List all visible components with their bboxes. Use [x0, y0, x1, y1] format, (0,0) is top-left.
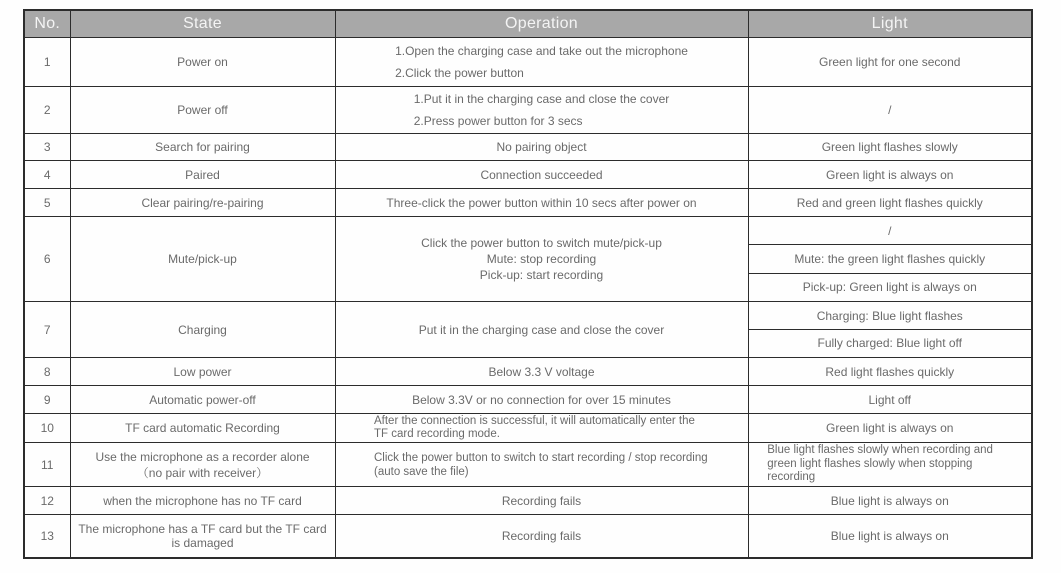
cell-light: Light off [748, 386, 1032, 414]
cell-no: 3 [24, 134, 70, 161]
cell-operation: Recording fails [335, 515, 748, 558]
cell-light-split [748, 217, 1032, 302]
cell-light: Blue light flashes slowly when recording and green light flashes slowly when stopping recording [748, 443, 1032, 487]
table-row [24, 134, 1032, 161]
cell-light: Blue light is always on [748, 515, 1032, 558]
cell-operation: Click the power button to switch mute/pick-up Mute: stop recording Pick-up: start recording [335, 217, 748, 302]
table-row [24, 87, 1032, 134]
column-header-state: State [70, 10, 335, 38]
cell-light: / [748, 87, 1032, 134]
light-subcell: / [749, 217, 1032, 245]
cell-light: Red and green light flashes quickly [748, 189, 1032, 217]
cell-operation: Put it in the charging case and close the cover [335, 302, 748, 358]
cell-no: 6 [24, 217, 70, 302]
microphone-led-state-table [23, 9, 1033, 559]
table-row [24, 386, 1032, 414]
cell-no: 9 [24, 386, 70, 414]
cell-operation: No pairing object [335, 134, 748, 161]
light-subcell: Pick-up: Green light is always on [802, 280, 977, 295]
cell-state: Search for pairing [70, 134, 335, 161]
cell-state: Automatic power-off [70, 386, 335, 414]
cell-operation: After the connection is successful, it will automatically enter the TF card recording mode. [335, 414, 748, 443]
cell-light: Green light is always on [748, 414, 1032, 443]
light-subcell: Charging: Blue light flashes [749, 303, 1032, 331]
cell-state: Clear pairing/re-pairing [70, 189, 335, 217]
table-row [24, 217, 1032, 302]
operation-steps: 1.Open the charging case and take out the microphone 2.Click the power button [395, 44, 688, 80]
cell-state: when the microphone has no TF card [70, 487, 335, 515]
table-row [24, 414, 1032, 443]
table-row [24, 443, 1032, 487]
cell-operation: Connection succeeded [335, 161, 748, 189]
cell-light: Red light flashes quickly [748, 358, 1032, 386]
cell-no: 7 [24, 302, 70, 358]
table-row [24, 358, 1032, 386]
table-row [24, 515, 1032, 558]
cell-no: 1 [24, 38, 70, 87]
column-header-operation: Operation [335, 10, 748, 38]
cell-light: Blue light is always on [748, 487, 1032, 515]
cell-no: 10 [24, 414, 70, 443]
cell-light: Green light flashes slowly [748, 134, 1032, 161]
cell-no: 11 [24, 443, 70, 487]
cell-state: The microphone has a TF card but the TF card is damaged [70, 515, 335, 558]
table-row [24, 302, 1032, 358]
light-subcell: Mute: the green light flashes quickly [749, 245, 1032, 273]
operation-steps: 1.Put it in the charging case and close the cover 2.Press power button for 3 secs [413, 92, 670, 128]
cell-state: Low power [70, 358, 335, 386]
cell-state: TF card automatic Recording [70, 414, 335, 443]
column-header-no: No. [24, 10, 70, 38]
column-header-light: Light [748, 10, 1032, 38]
table-row [24, 161, 1032, 189]
cell-operation: Below 3.3V or no connection for over 15 minutes [335, 386, 748, 414]
cell-no: 2 [24, 87, 70, 134]
cell-no: 8 [24, 358, 70, 386]
header-row [24, 10, 1032, 38]
cell-operation: Below 3.3 V voltage [335, 358, 748, 386]
cell-state: Use the microphone as a recorder alone （no pair with receiver） [70, 443, 335, 487]
cell-state: Power off [70, 87, 335, 134]
cell-operation [335, 87, 748, 134]
cell-state: Paired [70, 161, 335, 189]
table-row [24, 38, 1032, 87]
cell-no: 12 [24, 487, 70, 515]
cell-operation: Click the power button to switch to start recording / stop recording (auto save the file) [335, 443, 748, 487]
cell-state: Charging [70, 302, 335, 358]
cell-operation: Three-click the power button within 10 secs after power on [335, 189, 748, 217]
cell-no: 13 [24, 515, 70, 558]
table-row [24, 487, 1032, 515]
cell-light-split [748, 302, 1032, 358]
cell-no: 4 [24, 161, 70, 189]
cell-state: Mute/pick-up [70, 217, 335, 302]
light-subcells [749, 217, 1032, 301]
cell-no: 5 [24, 189, 70, 217]
light-subcell: Fully charged: Blue light off [817, 336, 963, 351]
cell-operation: Recording fails [335, 487, 748, 515]
cell-light: Green light is always on [748, 161, 1032, 189]
light-subcells [749, 303, 1032, 357]
table-row [24, 189, 1032, 217]
cell-light: Green light for one second [748, 38, 1032, 87]
cell-state: Power on [70, 38, 335, 87]
cell-operation [335, 38, 748, 87]
